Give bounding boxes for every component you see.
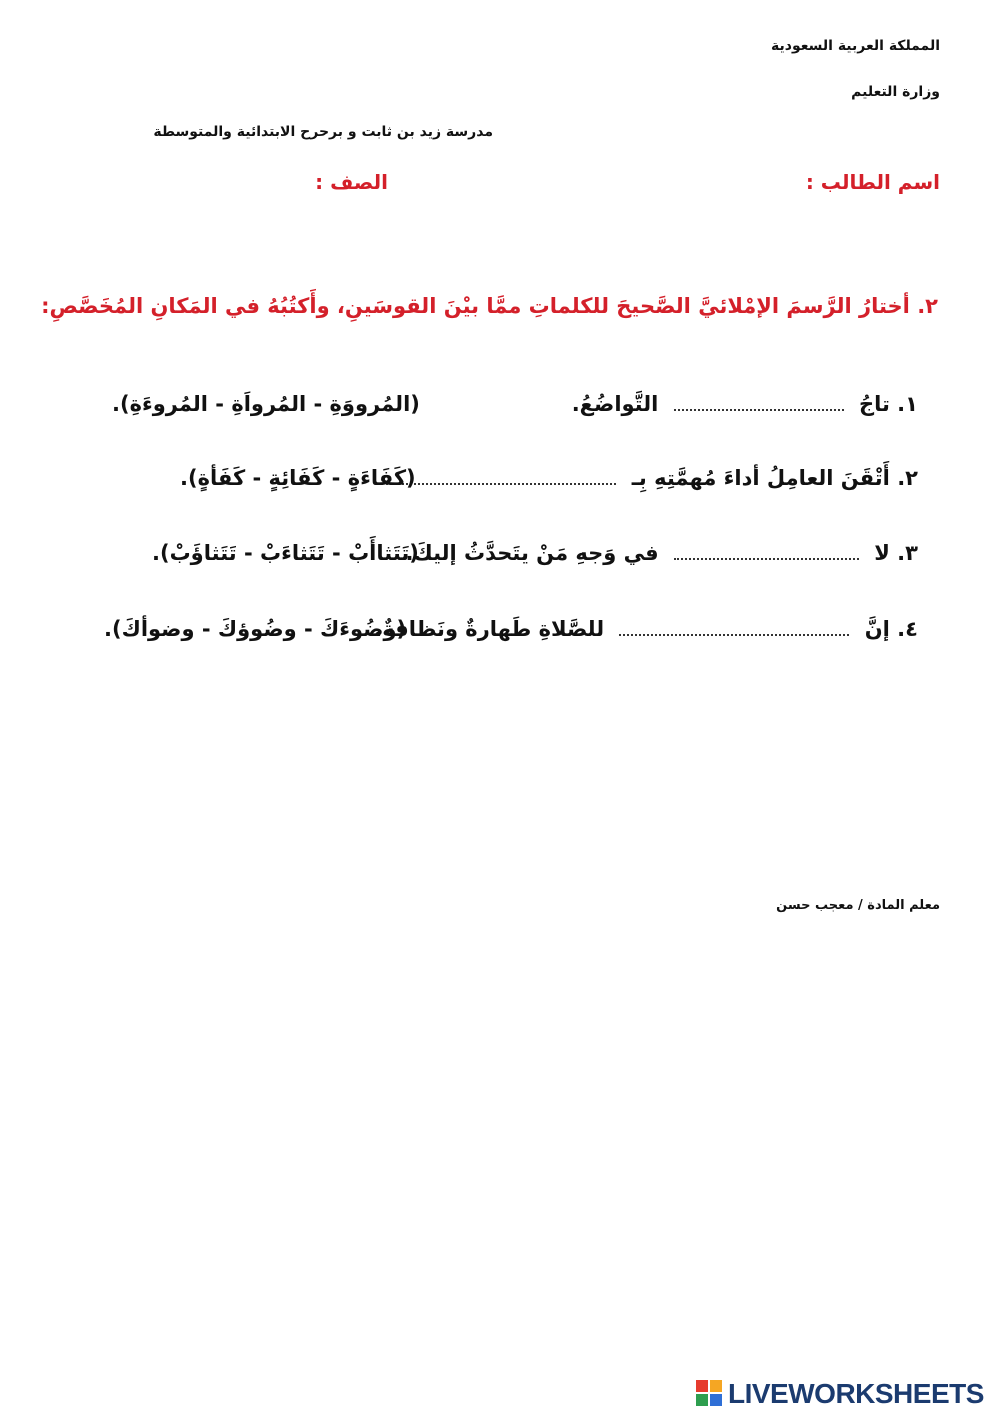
question-4-after: للصَّلاةِ طَهارةٌ ونَظافةٌ. [374, 617, 605, 641]
question-3-after: في وَجهِ مَنْ يتَحدَّثُ إليكَ. [405, 541, 659, 565]
liveworksheets-logo [696, 1378, 984, 1410]
logo-grid-icon [696, 1380, 724, 1408]
country-name: المملكة العربية السعودية [771, 38, 940, 54]
answer-input-3[interactable] [672, 541, 858, 569]
student-name-label: اسم الطالب : [805, 170, 940, 194]
teacher-name: معلم المادة / معجب حسن [776, 898, 940, 913]
ministry-name: وزارة التعليم [851, 84, 940, 100]
question-3-options: (تَتَثاأَبْ - تَتَثاءَبْ - تَتَثاؤَبْ). [152, 541, 419, 565]
question-1-after: التَّواضُعُ. [571, 392, 659, 416]
question-4-options: (وضُوءَكَ - وضُوؤكَ - وضوأكَ). [104, 617, 407, 641]
question-1-options: (المُرووَةِ - المُرواَةِ - المُروءَةِ). [112, 392, 420, 416]
answer-input-2[interactable] [428, 466, 664, 494]
question-4-before: ٤. إنَّ [864, 617, 918, 641]
school-name: مدرسة زيد بن ثابت و برحرح الابتدائية والمتوسطة [153, 124, 493, 140]
answer-input-1[interactable] [652, 392, 824, 420]
answer-input-4[interactable] [628, 617, 860, 645]
question-1-before: ١. تاجُ [858, 392, 918, 416]
class-label: الصف : [315, 170, 388, 194]
logo-text: LIVEWORKSHEETS [728, 1378, 984, 1409]
question-2-before: ٢. أَتْقَنَ العامِلُ أداءَ مُهمَّتِهِ بِـ [631, 466, 918, 490]
instruction-text: ٢. أختارُ الرَّسمَ الإمْلائيَّ الصَّحيحَ للكلماتِ ممَّا بيْنَ القوسَينِ، وأَكتُبُهُ في المَكانِ المُخَصَّصِ: [41, 294, 938, 318]
question-3-before: ٣. لا [874, 541, 918, 565]
question-2-options: (كَفَاءَةٍ - كَفَائِةٍ - كَفَأةٍ). [180, 466, 416, 490]
